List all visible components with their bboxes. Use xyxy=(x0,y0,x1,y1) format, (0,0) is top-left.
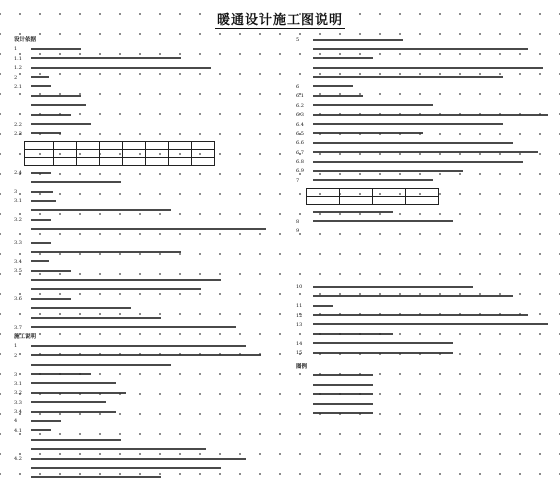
right-text-column xyxy=(296,36,550,419)
text-line xyxy=(14,455,276,464)
line-number: 13 xyxy=(296,321,303,328)
line-number: 2.3 xyxy=(14,130,22,137)
right-table xyxy=(306,188,439,205)
table-cell xyxy=(100,158,123,166)
table-cell xyxy=(340,189,373,197)
line-number: 3.2 xyxy=(14,390,22,397)
line-number: 3.7 xyxy=(14,324,22,331)
text-line xyxy=(14,111,276,120)
text-line-body xyxy=(313,161,523,163)
text-line xyxy=(14,464,276,473)
text-line-body xyxy=(313,104,433,106)
text-line-body xyxy=(313,76,503,78)
text-line-body xyxy=(313,403,373,405)
text-line-body xyxy=(31,270,71,272)
table-cell xyxy=(100,150,123,158)
text-line-body xyxy=(31,172,51,174)
text-line-body xyxy=(313,151,538,153)
text-line-body xyxy=(313,220,453,222)
text-line xyxy=(14,361,276,370)
text-line-body xyxy=(31,260,49,262)
text-line xyxy=(14,474,276,483)
text-line xyxy=(296,64,550,73)
line-number: 8 xyxy=(296,218,300,225)
text-line xyxy=(296,274,550,283)
text-line-body xyxy=(313,114,548,116)
line-number: 6.9 xyxy=(296,168,304,175)
line-number: 6.6 xyxy=(296,140,304,147)
text-line xyxy=(14,295,276,304)
table-cell xyxy=(169,150,192,158)
text-line xyxy=(296,83,550,92)
table-cell xyxy=(100,142,123,150)
text-line xyxy=(296,330,550,339)
text-line xyxy=(14,64,276,73)
text-line-body xyxy=(313,39,403,41)
text-line-body xyxy=(313,95,363,97)
table-cell xyxy=(25,150,54,158)
text-line xyxy=(296,92,550,101)
line-number: 2 xyxy=(14,352,18,359)
table-cell xyxy=(123,142,146,150)
text-line xyxy=(14,267,276,276)
text-line xyxy=(14,408,276,417)
text-line-body xyxy=(31,251,181,253)
table-cell xyxy=(169,158,192,166)
table-cell xyxy=(169,142,192,150)
text-line-body xyxy=(31,382,116,384)
line-number: 6 xyxy=(296,83,300,90)
text-line-body xyxy=(313,123,503,125)
table-row xyxy=(25,142,215,150)
text-line xyxy=(296,74,550,83)
text-line-body xyxy=(31,317,161,319)
text-line xyxy=(14,226,276,235)
table-cell xyxy=(307,197,340,205)
text-line xyxy=(14,446,276,455)
line-number: 2.2 xyxy=(14,121,22,128)
table-row xyxy=(307,197,439,205)
text-line xyxy=(296,321,550,330)
text-line xyxy=(14,121,276,130)
line-number: 15 xyxy=(296,350,303,357)
text-line-body xyxy=(313,57,373,59)
text-line-body xyxy=(31,298,71,300)
text-line xyxy=(296,111,550,120)
line-number: 施工说明 xyxy=(14,333,37,340)
text-line xyxy=(296,167,550,176)
text-line xyxy=(14,417,276,426)
table-cell xyxy=(54,150,77,158)
line-number: 3.6 xyxy=(14,296,22,303)
text-line xyxy=(296,312,550,321)
text-line-body xyxy=(313,67,543,69)
table-cell xyxy=(192,150,215,158)
text-line-body xyxy=(31,209,171,211)
line-number: 3.3 xyxy=(14,240,22,247)
line-number: 2.1 xyxy=(14,83,22,90)
text-line-body xyxy=(31,345,246,347)
table-cell xyxy=(77,158,100,166)
line-number: 6.7 xyxy=(296,149,304,156)
line-number: 6.5 xyxy=(296,130,304,137)
line-number: 4.2 xyxy=(14,456,22,463)
text-line-body xyxy=(31,401,106,403)
text-line xyxy=(296,45,550,54)
text-line xyxy=(14,342,276,351)
text-line xyxy=(14,324,276,333)
text-line xyxy=(14,371,276,380)
text-line-body xyxy=(31,57,181,59)
line-number: 3.4 xyxy=(14,258,22,265)
text-line xyxy=(296,139,550,148)
text-line xyxy=(296,55,550,64)
table-cell xyxy=(146,158,169,166)
table-cell xyxy=(54,158,77,166)
text-line xyxy=(296,349,550,358)
line-number: 1 xyxy=(14,46,18,53)
line-number: 6.4 xyxy=(296,121,304,128)
table-cell xyxy=(373,197,406,205)
text-line xyxy=(14,169,276,178)
text-line xyxy=(296,102,550,111)
table-cell xyxy=(54,142,77,150)
line-number: 3.1 xyxy=(14,198,22,205)
text-line xyxy=(14,389,276,398)
text-line-body xyxy=(31,95,81,97)
text-line-body xyxy=(31,307,131,309)
line-number: 6.8 xyxy=(296,159,304,166)
text-line xyxy=(296,130,550,139)
text-line-body xyxy=(31,392,126,394)
text-line-body xyxy=(31,132,61,134)
line-number: 9 xyxy=(296,228,300,235)
text-line-body xyxy=(31,104,86,106)
text-line-body xyxy=(313,295,513,297)
text-line xyxy=(14,45,276,54)
table-cell xyxy=(77,150,100,158)
table-cell xyxy=(192,142,215,150)
table-cell xyxy=(146,150,169,158)
left-table xyxy=(24,141,215,166)
table-cell xyxy=(340,197,373,205)
text-line xyxy=(296,208,550,217)
text-line-body xyxy=(31,67,211,69)
line-number: 4 xyxy=(14,418,18,425)
text-line-body xyxy=(31,467,221,469)
line-number: 3 xyxy=(14,189,18,196)
text-line xyxy=(296,340,550,349)
text-line xyxy=(14,248,276,257)
table-cell xyxy=(25,142,54,150)
text-line xyxy=(296,158,550,167)
text-line-body xyxy=(313,374,373,376)
text-line-body xyxy=(313,342,453,344)
text-line-body xyxy=(313,286,473,288)
text-line-body xyxy=(313,85,353,87)
text-line-body xyxy=(31,181,121,183)
text-line xyxy=(14,436,276,445)
text-line-body xyxy=(313,211,393,213)
text-line xyxy=(14,197,276,206)
table-row xyxy=(307,189,439,197)
text-line-body xyxy=(31,411,116,413)
text-line-body xyxy=(31,114,71,116)
text-line xyxy=(14,179,276,188)
text-line-body xyxy=(313,393,373,395)
line-number: 3.2 xyxy=(14,217,22,224)
text-line xyxy=(296,381,550,390)
text-line xyxy=(14,380,276,389)
text-line-body xyxy=(31,373,91,375)
left-text-column xyxy=(14,36,276,483)
line-number: 设计依据 xyxy=(14,37,37,43)
text-line-body xyxy=(31,219,51,221)
text-line xyxy=(296,218,550,227)
text-line-body xyxy=(31,123,91,125)
text-line xyxy=(296,246,550,255)
text-line xyxy=(296,236,550,245)
text-line-body xyxy=(313,142,513,144)
text-line-body xyxy=(313,48,528,50)
text-line xyxy=(14,352,276,361)
text-line xyxy=(296,400,550,409)
text-line xyxy=(296,36,550,45)
table-cell xyxy=(373,189,406,197)
line-number: 4.1 xyxy=(14,427,22,434)
line-number: 14 xyxy=(296,340,303,347)
text-line xyxy=(14,258,276,267)
text-line-body xyxy=(31,326,236,328)
text-line-body xyxy=(313,314,528,316)
text-line-body xyxy=(31,439,121,441)
line-number: 1.1 xyxy=(14,55,22,62)
table-cell xyxy=(406,189,439,197)
document-title xyxy=(0,9,560,28)
text-line xyxy=(296,255,550,264)
text-line xyxy=(14,314,276,323)
text-line xyxy=(296,177,550,186)
line-number: 3.4 xyxy=(14,409,22,416)
line-number: 3.5 xyxy=(14,268,22,275)
text-line-body xyxy=(31,476,161,478)
line-number: 1.2 xyxy=(14,65,22,72)
text-line-body xyxy=(31,354,261,356)
text-line xyxy=(14,427,276,436)
text-line xyxy=(296,293,550,302)
text-line xyxy=(14,74,276,83)
line-number: 1 xyxy=(14,343,18,350)
text-line xyxy=(14,239,276,248)
line-number: 图例 xyxy=(296,363,308,370)
text-line-body xyxy=(31,200,56,202)
text-line xyxy=(14,277,276,286)
text-line-body xyxy=(31,228,266,230)
text-line xyxy=(296,372,550,381)
table-row xyxy=(25,150,215,158)
text-line xyxy=(14,399,276,408)
line-number: 5 xyxy=(296,37,300,43)
line-number: 11 xyxy=(296,303,303,310)
text-line xyxy=(296,265,550,274)
text-line-body xyxy=(313,384,373,386)
text-line-body xyxy=(313,170,463,172)
section-heading xyxy=(14,333,276,342)
text-line xyxy=(296,409,550,418)
table-cell xyxy=(123,150,146,158)
text-line-body xyxy=(313,179,433,181)
section-heading xyxy=(296,363,550,372)
line-number: 6.2 xyxy=(296,102,304,109)
text-line xyxy=(296,121,550,130)
text-line-body xyxy=(31,429,51,431)
text-line-body xyxy=(31,448,206,450)
text-line-body xyxy=(313,305,333,307)
text-line xyxy=(14,130,276,139)
text-line-body xyxy=(313,412,373,414)
text-line-body xyxy=(313,333,393,335)
text-line xyxy=(296,149,550,158)
text-line xyxy=(14,55,276,64)
line-number: 2 xyxy=(14,74,18,81)
line-number: 2.4 xyxy=(14,170,22,177)
text-line-body xyxy=(31,85,51,87)
text-line xyxy=(296,283,550,292)
text-line-body xyxy=(313,132,423,134)
text-line-body xyxy=(313,352,453,354)
line-number: 3.1 xyxy=(14,380,22,387)
text-line xyxy=(296,391,550,400)
text-line xyxy=(296,302,550,311)
text-line-body xyxy=(31,420,61,422)
text-line-body xyxy=(31,364,171,366)
text-line xyxy=(296,227,550,236)
text-line xyxy=(14,102,276,111)
table-row xyxy=(25,158,215,166)
line-number: 3.3 xyxy=(14,399,22,406)
text-line-body xyxy=(31,288,201,290)
line-number: 6.3 xyxy=(296,112,304,119)
section-heading xyxy=(14,36,276,45)
line-number: 10 xyxy=(296,284,303,291)
text-line xyxy=(14,305,276,314)
table-cell xyxy=(192,158,215,166)
document-title-text: 暖通设计施工图说明 xyxy=(216,13,343,28)
table-cell xyxy=(123,158,146,166)
table-cell xyxy=(307,189,340,197)
text-line-body xyxy=(31,279,221,281)
text-line-body xyxy=(31,48,81,50)
text-line-body xyxy=(31,242,51,244)
text-line xyxy=(14,188,276,197)
text-line xyxy=(14,207,276,216)
text-line xyxy=(14,286,276,295)
text-line-body xyxy=(31,76,49,78)
table-cell xyxy=(77,142,100,150)
table-cell xyxy=(406,197,439,205)
text-line xyxy=(14,216,276,225)
table-cell xyxy=(146,142,169,150)
line-number: 3 xyxy=(14,371,18,378)
line-number: 12 xyxy=(296,312,303,319)
table-cell xyxy=(25,158,54,166)
text-line xyxy=(14,92,276,101)
line-number: 7 xyxy=(296,177,300,184)
text-line-body xyxy=(313,323,548,325)
text-line xyxy=(14,83,276,92)
line-number: 6.1 xyxy=(296,93,304,100)
text-line-body xyxy=(31,191,53,193)
